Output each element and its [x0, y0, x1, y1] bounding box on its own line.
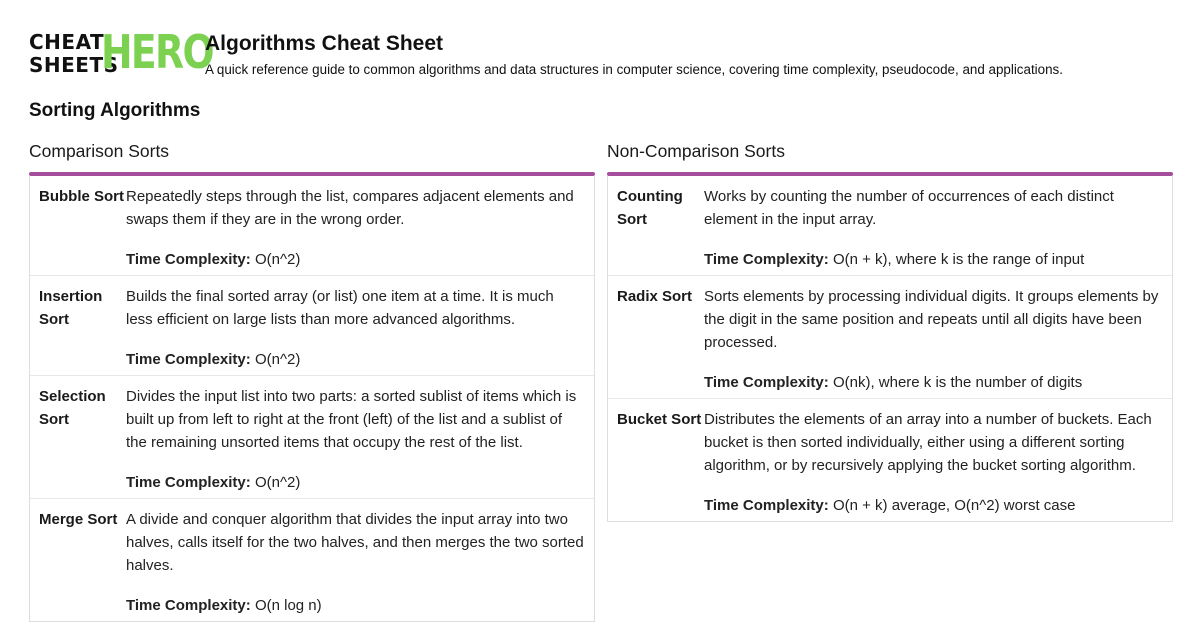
- algorithm-body: [126, 276, 594, 375]
- page-title: Algorithms Cheat Sheet: [205, 32, 444, 55]
- algorithm-name: Selection Sort: [39, 388, 106, 428]
- section-title: Sorting Algorithms: [29, 100, 201, 121]
- table-row: [30, 375, 594, 498]
- logo-text-cheat: CHEAT: [29, 30, 105, 54]
- table-row: [30, 498, 594, 621]
- table-row: [608, 398, 1172, 521]
- algorithm-description: Works by counting the number of occurrences of each distinct element in the input array.: [704, 188, 1114, 228]
- time-complexity: [126, 471, 584, 498]
- time-complexity: [704, 494, 1162, 521]
- cheatsheets-hero-logo[interactable]: [29, 25, 213, 79]
- algorithm-name: Merge Sort: [39, 511, 118, 528]
- table-row: [30, 275, 594, 375]
- column-heading: Comparison Sorts: [29, 141, 170, 161]
- time-complexity-label: Time Complexity:: [126, 251, 251, 268]
- algorithm-name: Counting Sort: [617, 188, 683, 228]
- table-row: [30, 176, 594, 275]
- algorithm-name: Radix Sort: [617, 288, 693, 305]
- time-complexity-value: O(n log n): [254, 597, 322, 614]
- algorithm-description: Builds the final sorted array (or list) one item at a time. It is much less efficient on large lists than more advanced algorithms.: [126, 288, 554, 328]
- time-complexity-label: Time Complexity:: [126, 597, 251, 614]
- comparison-sorts-table: [29, 176, 595, 622]
- algorithm-body: [126, 376, 594, 498]
- algorithm-body: [126, 499, 594, 621]
- time-complexity-value: O(n + k) average, O(n^2) worst case: [832, 497, 1076, 514]
- time-complexity-label: Time Complexity:: [126, 474, 251, 491]
- algorithm-name: Insertion Sort: [39, 288, 103, 328]
- column-heading: Non-Comparison Sorts: [607, 141, 785, 161]
- algorithm-description: A divide and conquer algorithm that divides the input array into two halves, calls itself for the two halves, and then merges the two sorted halves.: [126, 511, 584, 574]
- time-complexity-value: O(n^2): [254, 351, 301, 368]
- time-complexity-value: O(nk), where k is the number of digits: [832, 374, 1083, 391]
- non-comparison-sorts-table: [607, 176, 1173, 522]
- table-row: [608, 176, 1172, 275]
- algorithm-name: Bubble Sort: [39, 188, 124, 205]
- algorithm-name: Bucket Sort: [617, 411, 702, 428]
- table-row: [608, 275, 1172, 398]
- page-subtitle: A quick reference guide to common algorithms and data structures in computer science, covering time complexity, pseudocode, and applications.: [205, 62, 1063, 77]
- algorithm-body: [704, 399, 1172, 521]
- time-complexity-value: O(n + k), where k is the range of input: [832, 251, 1085, 268]
- time-complexity: [704, 248, 1162, 275]
- page-header: [29, 25, 1180, 80]
- comparison-sorts-column: [29, 140, 595, 622]
- time-complexity: [126, 594, 584, 621]
- algorithm-description: Sorts elements by processing individual digits. It groups elements by the digit in the same position and repeats until all digits have been processed.: [704, 288, 1159, 351]
- time-complexity: [704, 371, 1162, 398]
- logo-text-sheets: SHEETS: [29, 53, 119, 77]
- algorithm-description: Distributes the elements of an array into a number of buckets. Each bucket is then sorted individually, either using a different sorting algorithm, or by recursively applying the bucket sorting algorithm.: [704, 411, 1152, 474]
- time-complexity-label: Time Complexity:: [126, 351, 251, 368]
- algorithm-description: Repeatedly steps through the list, compares adjacent elements and swaps them if they are in the wrong order.: [126, 188, 574, 228]
- time-complexity-value: O(n^2): [254, 251, 301, 268]
- time-complexity-value: O(n^2): [254, 474, 301, 491]
- algorithm-body: [704, 176, 1172, 275]
- time-complexity: [126, 248, 584, 275]
- logo-text-hero: HERO: [101, 25, 213, 79]
- time-complexity-label: Time Complexity:: [704, 497, 829, 514]
- algorithm-description: Divides the input list into two parts: a sorted sublist of items which is built up from left to right at the front (left) of the list and a sublist of the remaining unsorted items that occupy the rest of the list.: [126, 388, 577, 451]
- time-complexity: [126, 348, 584, 375]
- algorithm-body: [704, 276, 1172, 398]
- non-comparison-sorts-column: [607, 140, 1173, 522]
- algorithm-body: [126, 176, 594, 275]
- time-complexity-label: Time Complexity:: [704, 374, 829, 391]
- time-complexity-label: Time Complexity:: [704, 251, 829, 268]
